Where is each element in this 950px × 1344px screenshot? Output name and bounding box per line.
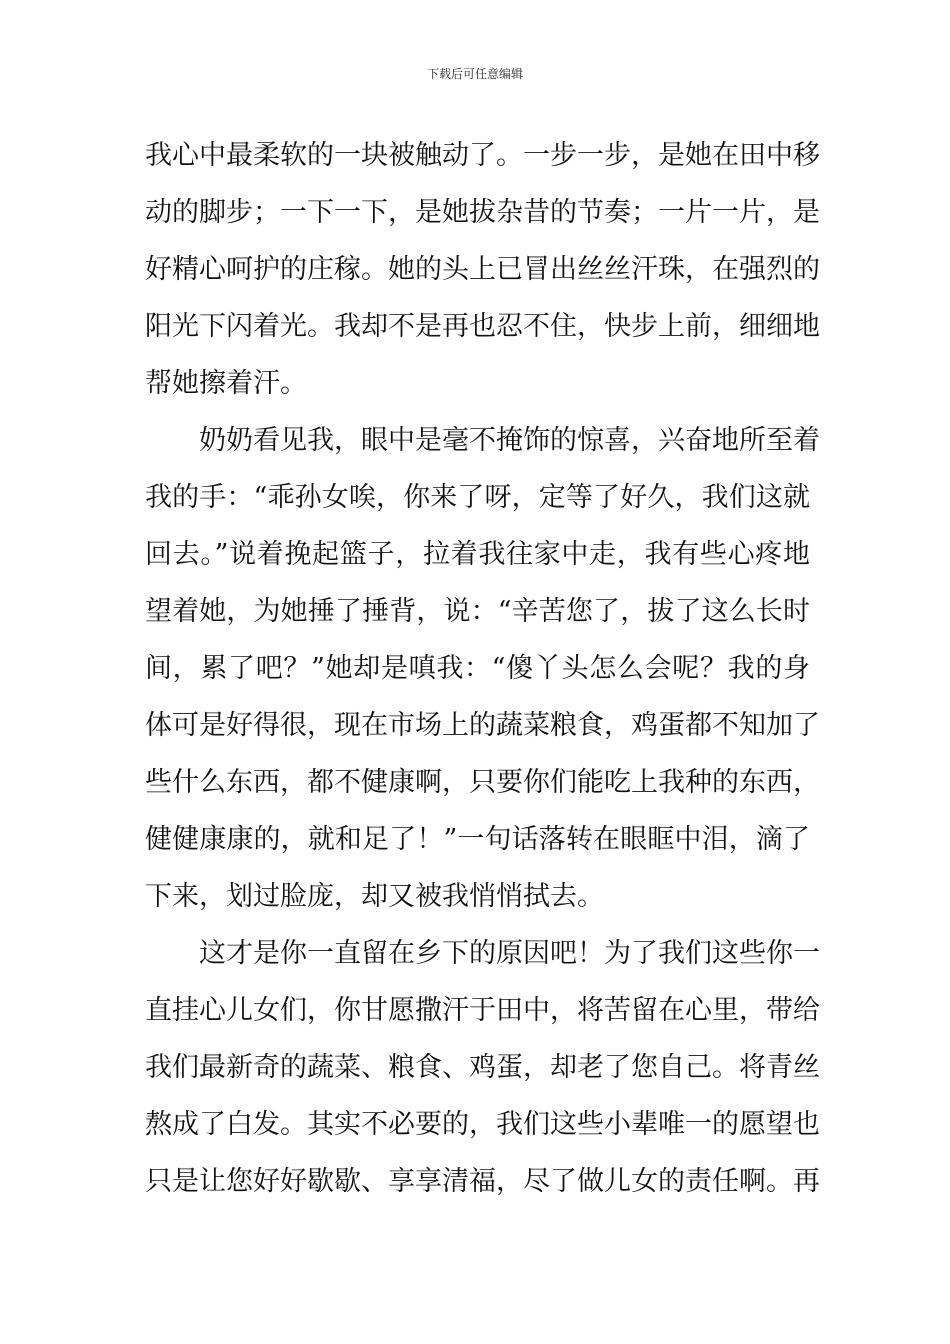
body-text bbox=[145, 127, 820, 1210]
text-line: 些什么东西，都不健康啊，只要你们能吃上我种的东西， bbox=[145, 767, 820, 798]
text-line: 帮她擦着汗。 bbox=[145, 368, 307, 399]
text-line: 直挂心儿女们，你甘愿撒汗于田中，将苦留在心里，带给 bbox=[145, 995, 820, 1026]
text-line: 体可是好得很，现在市场上的蔬菜粮食，鸡蛋都不知加了 bbox=[145, 710, 820, 741]
text-line: 阳光下闪着光。我却不是再也忍不住，快步上前，细细地 bbox=[145, 311, 820, 342]
text-line: 熬成了白发。其实不必要的，我们这些小辈唯一的愿望也 bbox=[145, 1109, 820, 1140]
text-line: 这才是你一直留在乡下的原因吧！为了我们这些你一 bbox=[199, 938, 820, 969]
text-line: 望着她，为她捶了捶背，说：“辛苦您了，拔了这么长时 bbox=[145, 596, 810, 627]
page-header: 下载后可任意编辑 bbox=[426, 67, 523, 81]
text-line: 只是让您好好歇歇、享享清福，尽了做儿女的责任啊。再 bbox=[145, 1166, 820, 1197]
text-line: 好精心呵护的庄稼。她的头上已冒出丝丝汗珠，在强烈的 bbox=[145, 254, 820, 285]
text-line: 我心中最柔软的一块被触动了。一步一步，是她在田中移 bbox=[145, 140, 820, 171]
text-line: 回去。”说着挽起篮子，拉着我往家中走，我有些心疼地 bbox=[145, 539, 810, 570]
paragraph-1 bbox=[145, 127, 820, 412]
text-line: 间，累了吧？”她却是嗔我：“傻丫头怎么会呢？我的身 bbox=[145, 653, 810, 684]
paragraph-3 bbox=[145, 925, 820, 1210]
text-line: 我的手：“乖孙女唉，你来了呀，定等了好久，我们这就 bbox=[145, 482, 810, 513]
text-line: 我们最新奇的蔬菜、粮食、鸡蛋，却老了您自己。将青丝 bbox=[145, 1052, 820, 1083]
text-line: 奶奶看见我，眼中是毫不掩饰的惊喜，兴奋地所至着 bbox=[199, 425, 820, 456]
paragraph-2 bbox=[145, 412, 820, 925]
text-line: 健健康康的，就和足了！”一句话落转在眼眶中泪，滴了 bbox=[145, 824, 810, 855]
text-line: 动的脚步；一下一下，是她拔杂昔的节奏；一片一片，是 bbox=[145, 197, 820, 228]
text-line: 下来，划过脸庞，却又被我悄悄拭去。 bbox=[145, 881, 604, 912]
